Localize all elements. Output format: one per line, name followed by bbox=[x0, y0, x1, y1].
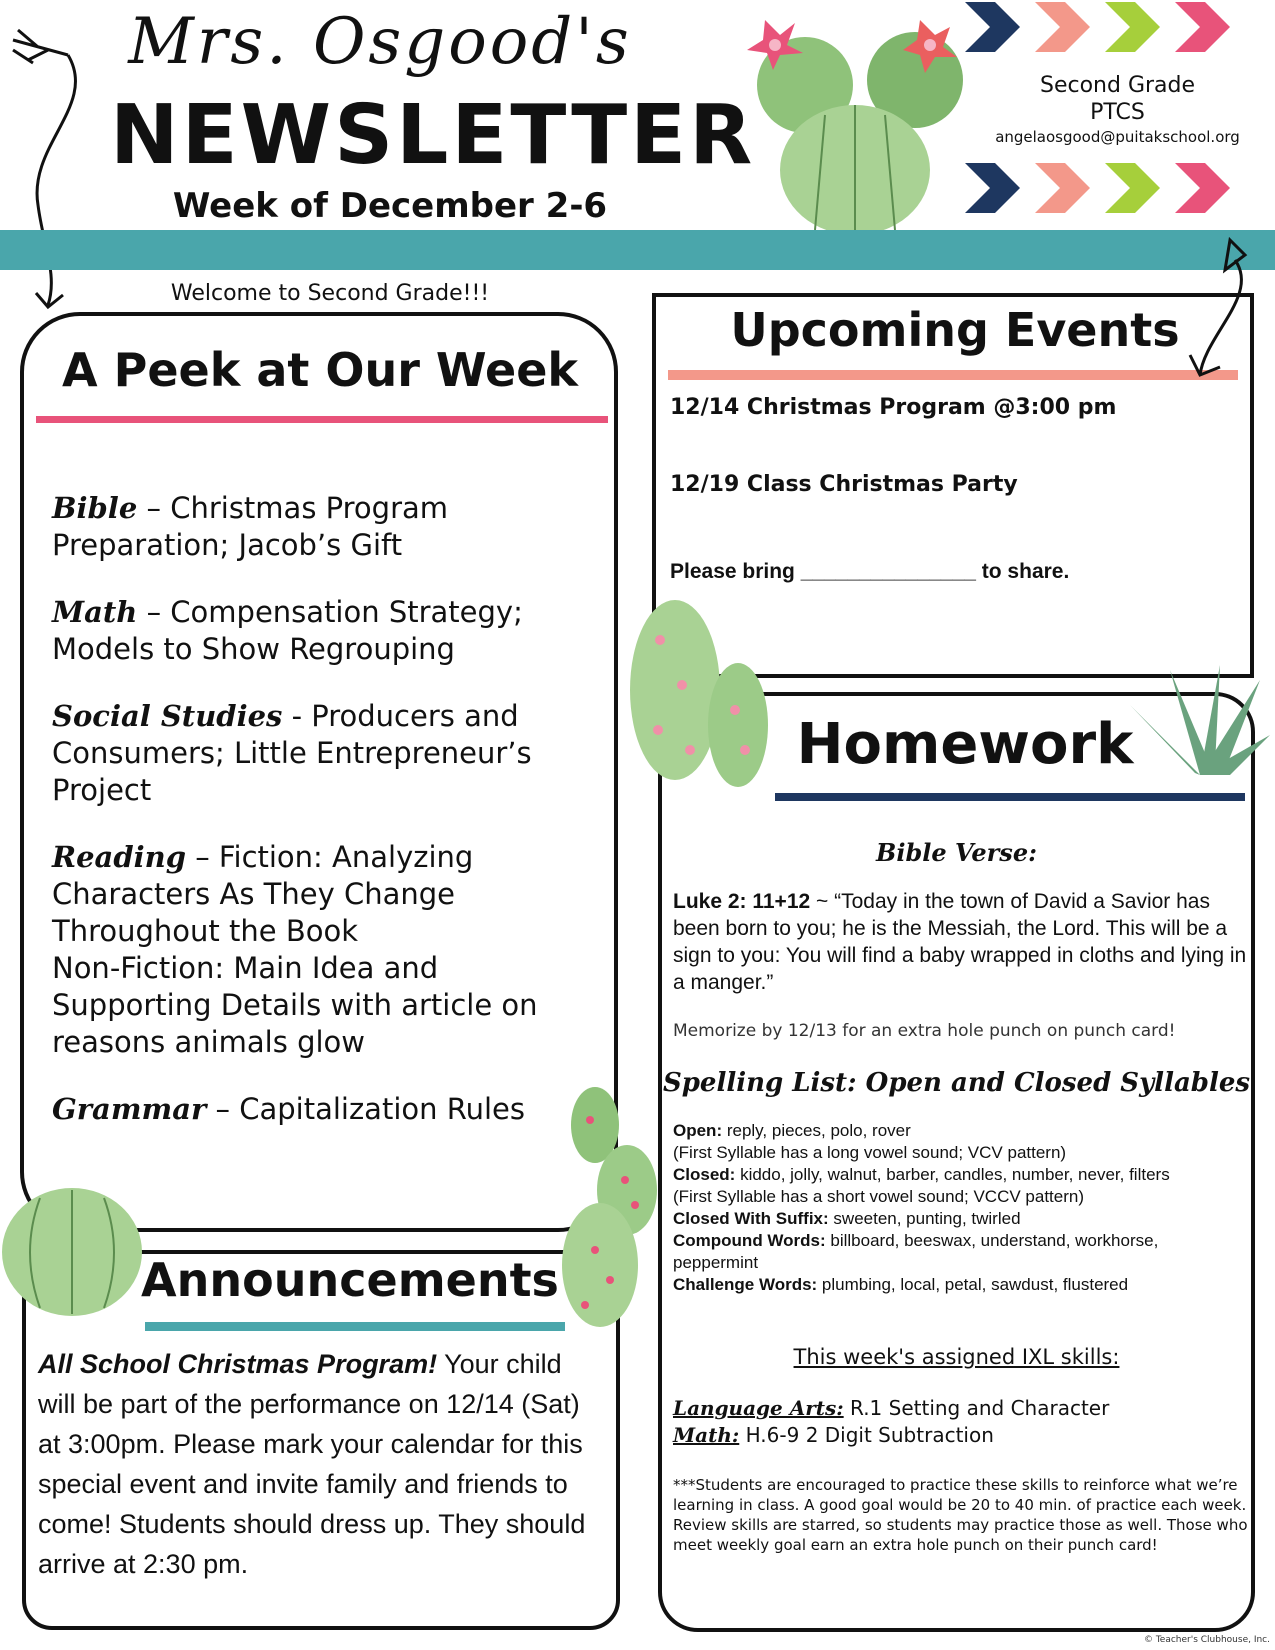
spelling-heading: Spelling List: Open and Closed Syllables bbox=[662, 1068, 1251, 1098]
peek-list bbox=[52, 490, 592, 1158]
peek-heading-underline bbox=[36, 416, 608, 423]
peek-item-grammar: Grammar – Capitalization Rules bbox=[52, 1092, 525, 1126]
header-band bbox=[0, 230, 1275, 270]
email-link[interactable]: angelaosgood@puitakschool.org bbox=[995, 128, 1240, 146]
spelling-row: Open: reply, pieces, polo, rover bbox=[673, 1121, 911, 1140]
peek-item-bible: Bible – Christmas Program Preparation; Jacob’s Gift bbox=[52, 491, 449, 562]
spelling-row: Challenge Words: plumbing, local, petal, sawdust, flustered bbox=[673, 1275, 1129, 1294]
spelling-row: Closed: kiddo, jolly, walnut, barber, candles, number, never, filters bbox=[673, 1165, 1170, 1184]
week-of: Week of December 2-6 bbox=[172, 186, 608, 226]
ixl-item-language-arts: Language Arts: R.1 Setting and Character bbox=[673, 1396, 1110, 1420]
cactus-round-illustration bbox=[0, 1180, 150, 1320]
spelling-row: Closed With Suffix: sweeten, punting, twirled bbox=[673, 1209, 1021, 1228]
chevron-row-top bbox=[965, 2, 1265, 52]
ixl-note: ***Students are encouraged to practice these skills to reinforce what we’re learning in class. A good goal would be 20 to 40 min. of practice each week. Review skills are starred, so students may practice those as well. Those who meet weekly goal earn an extra hole punch on their punch card! bbox=[673, 1476, 1248, 1554]
newsletter-title: NEWSLETTER bbox=[110, 88, 756, 183]
ixl-item-math: Math: H.6-9 2 Digit Subtraction bbox=[673, 1423, 994, 1447]
events-heading: Upcoming Events bbox=[730, 303, 1180, 357]
copyright-footer: © Teacher's Clubhouse, Inc. bbox=[1143, 1635, 1270, 1645]
events-underline bbox=[668, 370, 1238, 380]
script-title: Mrs. Osgood's bbox=[128, 5, 632, 79]
spelling-list bbox=[673, 1120, 1248, 1296]
memorize-note: Memorize by 12/13 for an extra hole punch on punch card! bbox=[673, 1021, 1176, 1041]
peek-heading: A Peek at Our Week bbox=[61, 343, 579, 397]
spelling-row: (First Syllable has a short vowel sound; VCCV pattern) bbox=[673, 1187, 1085, 1206]
verse-text: Luke 2: 11+12 ~ “Today in the town of David a Savior has been born to you; he is the Messiah, the Lord. This will be a sign to you: You will find a baby wrapped in cloths and lying in a manger.” bbox=[673, 890, 1247, 994]
announcements-body: All School Christmas Program! Your child will be part of the performance on 12/14 (Sat) at 3:00pm. Please mark your calendar for this special event and invite family and friends to come! Students should dress up. They should arrive at 2:30 pm. bbox=[38, 1349, 586, 1579]
grade-label: Second Grade bbox=[1039, 73, 1196, 98]
verse-heading: Bible Verse: bbox=[876, 838, 1037, 867]
announcements-underline bbox=[145, 1322, 565, 1331]
spelling-row: Compound Words: billboard, beeswax, understand, workhorse, peppermint bbox=[673, 1231, 1159, 1272]
ixl-heading: This week's assigned IXL skills: bbox=[793, 1345, 1120, 1369]
school-label: PTCS bbox=[1090, 100, 1145, 125]
arrow-decoration-right bbox=[1185, 235, 1270, 385]
peek-item-math: Math – Compensation Strategy; Models to Show Regrouping bbox=[52, 595, 523, 666]
peek-item-social-studies: Social Studies - Producers and Consumers; Little Entrepreneur’s Project bbox=[52, 699, 532, 807]
welcome-text: Welcome to Second Grade!!! bbox=[170, 281, 490, 306]
event-item-2: 12/19 Class Christmas Party bbox=[670, 472, 1018, 497]
ixl-list bbox=[673, 1395, 1248, 1449]
event-item-1: 12/14 Christmas Program @3:00 pm bbox=[670, 395, 1117, 420]
announcements-heading: Announcements bbox=[141, 1253, 559, 1307]
homework-underline bbox=[775, 793, 1245, 801]
cactus-header-illustration bbox=[725, 5, 995, 235]
event-bring: Please bring _______________ to share. bbox=[670, 560, 1070, 583]
peek-item-reading: Reading – Fiction: Analyzing Characters As They Change Throughout the Book Non-Fiction: Main Idea and Supporting Details with article on reasons animals glow bbox=[52, 840, 538, 1059]
homework-heading: Homework bbox=[796, 712, 1134, 777]
chevron-row-bottom bbox=[965, 163, 1265, 213]
agave-illustration bbox=[1130, 665, 1270, 775]
spelling-row: (First Syllable has a long vowel sound; VCV pattern) bbox=[673, 1143, 1067, 1162]
cactus-pair-illustration bbox=[620, 600, 780, 790]
cactus-tall-illustration bbox=[555, 1080, 665, 1330]
